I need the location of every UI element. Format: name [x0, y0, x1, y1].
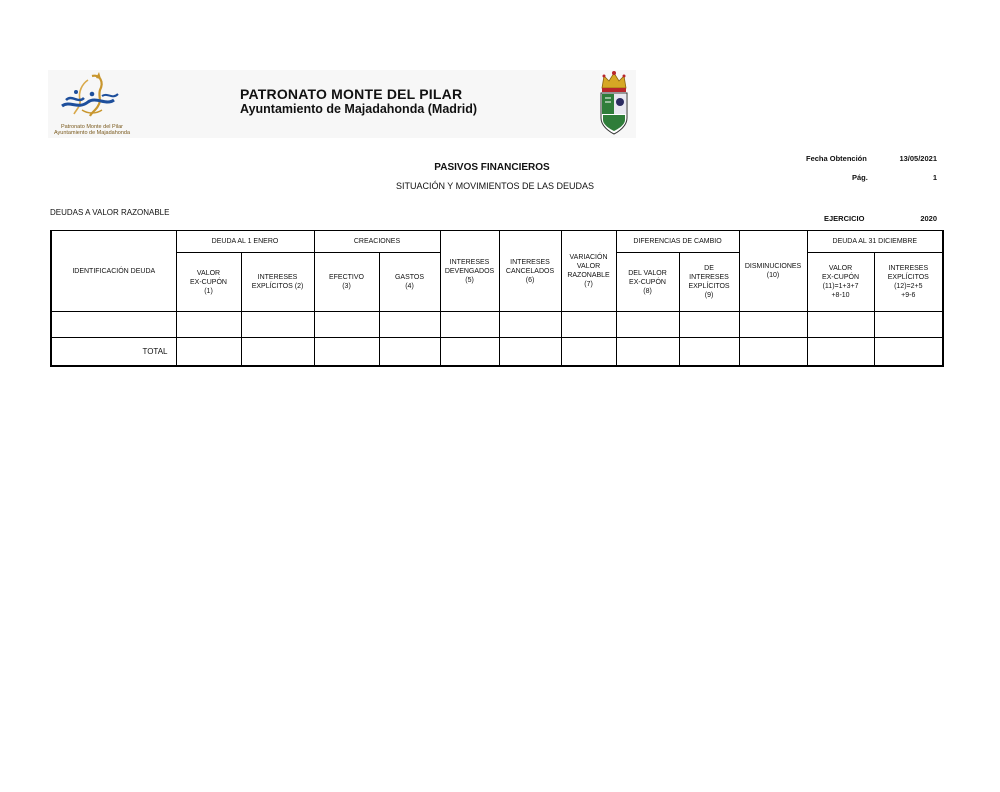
header-col7: VARIACIÓN VALOR RAZONABLE (7): [561, 231, 616, 312]
table-cell: [176, 338, 241, 366]
table-cell: [739, 338, 807, 366]
header-deuda-enero: DEUDA AL 1 ENERO: [176, 231, 314, 253]
ejercicio-value: 2020: [920, 214, 937, 223]
table-cell: [379, 338, 440, 366]
header-col10: DISMINUCIONES (10): [739, 231, 807, 312]
table-cell: [499, 338, 561, 366]
table-cell: [739, 312, 807, 338]
table-total-row: [51, 338, 943, 366]
table-cell: [807, 312, 874, 338]
table-cell: [561, 338, 616, 366]
report-subtitle: SITUACIÓN Y MOVIMIENTOS DE LAS DEUDAS: [395, 181, 595, 191]
header-col8: DEL VALOR EX-CUPÓN (8): [616, 253, 679, 312]
header-col9: DE INTERESES EXPLÍCITOS (9): [679, 253, 739, 312]
table-cell: [679, 338, 739, 366]
organization-name: PATRONATO MONTE DEL PILAR: [240, 86, 463, 102]
header-col1: VALOR EX-CUPÓN (1): [176, 253, 241, 312]
header-diferencias: DIFERENCIAS DE CAMBIO: [616, 231, 739, 253]
table-row: [51, 312, 943, 338]
header-col6: INTERESES CANCELADOS (6): [499, 231, 561, 312]
header-col5: INTERESES DEVENGADOS (5): [440, 231, 499, 312]
report-title: PASIVOS FINANCIEROS: [434, 162, 550, 173]
table-cell: [314, 312, 379, 338]
table-cell: [176, 312, 241, 338]
header-creaciones: CREACIONES: [314, 231, 440, 253]
section-label: DEUDAS A VALOR RAZONABLE: [50, 208, 170, 217]
table-cell: [314, 338, 379, 366]
table-cell: [440, 312, 499, 338]
table-cell: [874, 338, 943, 366]
header-col12: INTERESES EXPLÍCITOS (12)=2+5 +9-6: [874, 253, 943, 312]
debts-table: [50, 230, 944, 367]
header-col11: VALOR EX-CUPÓN (11)=1+3+7 +8-10: [807, 253, 874, 312]
table-cell: [241, 338, 314, 366]
pagina-value: 1: [932, 173, 937, 182]
header-col2: INTERESES EXPLÍCITOS (2): [241, 253, 314, 312]
table-cell: [499, 312, 561, 338]
table-cell: [874, 312, 943, 338]
organization-subtitle: Ayuntamiento de Majadahonda (Madrid): [240, 102, 478, 116]
table-cell: [679, 312, 739, 338]
fecha-obtencion-value: 13/05/2021: [899, 154, 937, 163]
majadahonda-crest-icon: [594, 68, 634, 138]
header-col4: GASTOS (4): [379, 253, 440, 312]
table-cell: [379, 312, 440, 338]
table-cell: [807, 338, 874, 366]
table-header-row-groups: [51, 231, 943, 253]
fecha-obtencion-label: Fecha Obtención: [806, 154, 867, 163]
logo-caption: Patronato Monte del Pilar Ayuntamiento de Majadahonda: [53, 124, 131, 136]
pagina-label: Pág.: [852, 173, 868, 182]
header-identificacion: IDENTIFICACIÓN DEUDA: [51, 231, 176, 312]
total-label: TOTAL: [51, 338, 176, 366]
header-deuda-dic: DEUDA AL 31 DICIEMBRE: [807, 231, 943, 253]
table-cell: [616, 338, 679, 366]
table-cell: [616, 312, 679, 338]
ejercicio-label: EJERCICIO: [824, 214, 865, 223]
table-cell: [440, 338, 499, 366]
header-col3: EFECTIVO (3): [314, 253, 379, 312]
table-cell: [51, 312, 176, 338]
table-cell: [241, 312, 314, 338]
table-cell: [561, 312, 616, 338]
